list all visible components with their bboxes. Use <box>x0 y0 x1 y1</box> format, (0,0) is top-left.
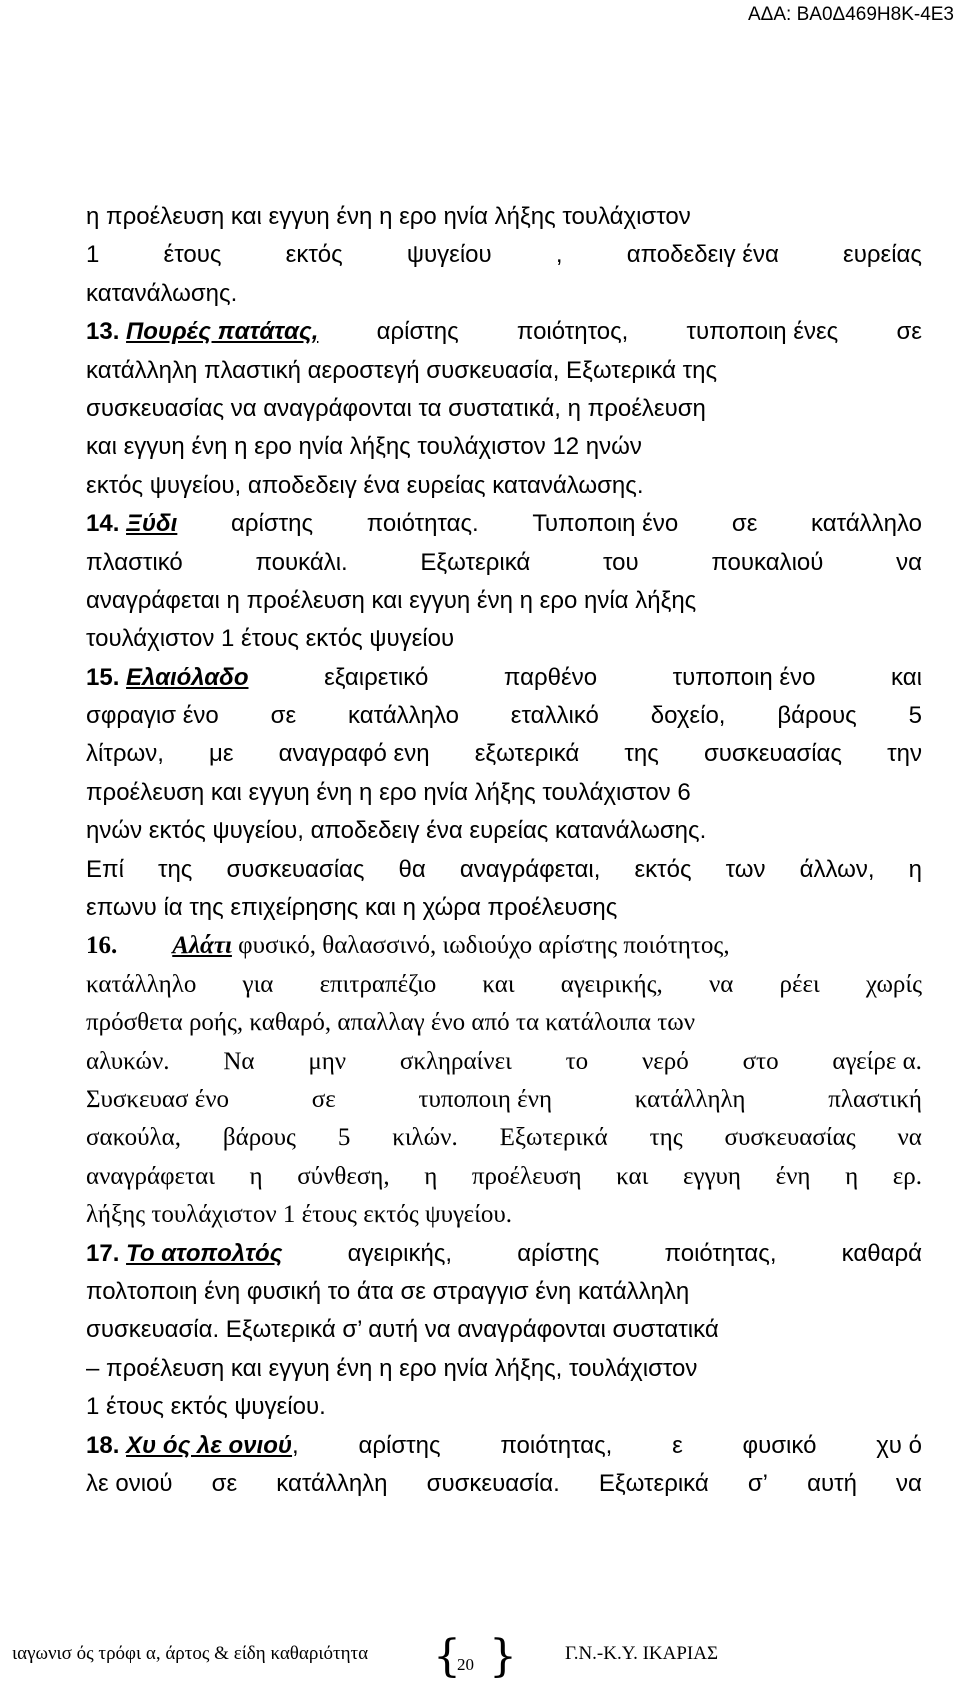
text-line: κατάλληλη πλαστική αεροστεγή συσκευασία, Εξωτερικά της <box>86 356 718 384</box>
word: , <box>555 241 563 269</box>
text-line: αναγράφεται η προέλευση και εγγυη ένη η ερο ηνία λήξης <box>86 586 697 614</box>
word: σακούλα, <box>86 1124 181 1152</box>
word: θα <box>398 855 426 883</box>
word: ε <box>672 1431 683 1459</box>
text-line: προέλευση και εγγυη ένη η ερο ηνία λήξης τουλάχιστον 6 <box>86 778 691 806</box>
left-brace-icon: { <box>433 1631 461 1682</box>
footer-organization: Γ.Ν.-Κ.Υ. ΙΚΑΡΙΑΣ <box>565 1643 719 1664</box>
item-text: φυσικό, θαλασσινό, ιωδιούχο αρίστης ποιότητος, <box>238 932 730 960</box>
word: σύνθεση, <box>297 1162 390 1190</box>
word: κατάλληλη <box>634 1085 746 1113</box>
text-line <box>86 1427 922 1465</box>
word: αγειρικής, <box>347 1239 453 1267</box>
item-title: Ξύδι <box>126 510 178 538</box>
word: βάρους <box>777 702 857 730</box>
text-line <box>86 1119 922 1157</box>
word: εκτός <box>285 241 343 269</box>
word: κατάλληλη <box>276 1469 388 1497</box>
text-line <box>86 735 922 773</box>
word: πλαστική <box>828 1085 922 1113</box>
word: βάρους <box>222 1124 296 1152</box>
word: ερ. <box>892 1162 922 1190</box>
text-line <box>86 1081 922 1119</box>
word: αποδεδειγ ένα <box>626 241 779 269</box>
word: άλλων, <box>799 855 875 883</box>
word: κιλών. <box>392 1124 458 1152</box>
word: εκτός <box>634 855 692 883</box>
word: ευρείας <box>843 241 922 269</box>
word: πουκαλιού <box>711 548 824 576</box>
item-heading <box>86 313 318 351</box>
word: αναγράφεται <box>86 1162 215 1190</box>
word: ποιότητας, <box>500 1431 613 1459</box>
text-line: εκτός ψυγείου, αποδεδειγ ένα ευρείας κατανάλωσης. <box>86 471 644 499</box>
word: δοχείο, <box>650 702 726 730</box>
word: μην <box>308 1047 347 1075</box>
text-line <box>86 1158 922 1196</box>
word: σ’ <box>747 1469 769 1497</box>
word: εγγυη <box>682 1162 741 1190</box>
punctuation: , <box>292 1431 299 1459</box>
word: εξωτερικά <box>474 740 580 768</box>
word: πουκάλι. <box>255 548 348 576</box>
word: αγειρικής, <box>560 970 663 998</box>
word: σε <box>311 1085 336 1113</box>
item-heading <box>86 932 232 959</box>
word: έτους <box>163 241 222 269</box>
word: ποιότητος, <box>516 318 629 346</box>
word: 5 <box>908 702 922 730</box>
word: η <box>424 1162 438 1190</box>
item-title: Αλάτι <box>172 932 232 960</box>
word: κατάλληλο <box>811 510 922 538</box>
word: της <box>649 1124 683 1152</box>
word: τυποποιη ένη <box>418 1085 553 1113</box>
item-number: 18. <box>86 1431 120 1459</box>
item-heading <box>86 1427 299 1465</box>
word: φυσικό <box>742 1431 817 1459</box>
word: εξαιρετικό <box>324 663 429 691</box>
word: παρθένο <box>503 663 598 691</box>
word: και <box>616 1162 649 1190</box>
word: 1 <box>86 241 100 269</box>
word: της <box>624 740 659 768</box>
item-number: 14. <box>86 510 120 538</box>
word: και <box>482 970 515 998</box>
item-number: 13. <box>86 318 120 346</box>
word: σε <box>896 318 922 346</box>
word: ποιότητας, <box>664 1239 777 1267</box>
item-heading <box>86 1235 282 1273</box>
word: χυ ό <box>876 1431 922 1459</box>
word: αρίστης <box>230 510 314 538</box>
word: Τυποποιη ένο <box>532 510 679 538</box>
item-number: 17. <box>86 1239 120 1267</box>
word: αναγράφεται, <box>459 855 601 883</box>
text-line <box>86 236 922 274</box>
text-line <box>86 1235 922 1273</box>
item-heading <box>86 659 248 697</box>
item-title: Το ατοπολτός <box>126 1239 283 1267</box>
word: κατάλληλο <box>348 702 459 730</box>
text-line: η προέλευση και εγγυη ένη η ερο ηνία λήξης τουλάχιστον <box>86 203 691 230</box>
word: ψυγείου <box>406 241 492 269</box>
word: η <box>845 1162 859 1190</box>
word: καθαρά <box>841 1239 922 1267</box>
word: αρίστης <box>517 1239 600 1267</box>
word: πλαστικό <box>86 548 183 576</box>
item-number: 16. <box>86 932 118 960</box>
word: χωρίς <box>865 970 922 998</box>
word: την <box>887 740 922 768</box>
text-line <box>86 544 922 582</box>
text-line: και εγγυη ένη η ερο ηνία λήξης τουλάχιστον 12 ηνών <box>86 433 642 461</box>
text-line: τουλάχιστον 1 έτους εκτός ψυγείου <box>86 625 455 653</box>
text-line <box>86 851 922 889</box>
word: κατάλληλο <box>86 970 197 998</box>
word: σκληραίνει <box>399 1047 512 1075</box>
word: Εξωτερικά <box>598 1469 709 1497</box>
word: συσκευασία. <box>426 1469 560 1497</box>
word: αγείρε α. <box>832 1047 922 1075</box>
word: Συσκευασ ένο <box>86 1085 230 1113</box>
word: συσκευασίας <box>703 740 842 768</box>
word: αρίστης <box>376 318 459 346</box>
text-line <box>86 927 922 965</box>
text-line <box>86 659 922 697</box>
text-line: συσκευασίας να αναγράφονται τα συστατικά, η προέλευση <box>86 394 706 422</box>
text-line <box>86 1043 922 1081</box>
word: η <box>249 1162 263 1190</box>
right-brace-icon: } <box>489 1631 517 1682</box>
text-line <box>86 966 922 1004</box>
word: η <box>908 855 922 883</box>
footer-page-box <box>433 1631 523 1682</box>
text-line <box>86 313 922 351</box>
page-footer <box>0 1631 960 1682</box>
word: νερό <box>641 1047 689 1075</box>
word: εταλλικό <box>510 702 599 730</box>
word: αναγραφό ενη <box>278 740 430 768</box>
word: Εξωτερικά <box>499 1124 608 1152</box>
document-ada-code: ΑΔΑ: ΒΑ0Δ469Η8Κ-4Ε3 <box>748 4 954 25</box>
footer-tender-title: ιαγωνισ ός τρόφι α, άρτος & είδη καθαριότητα <box>12 1643 369 1664</box>
item-title: Χυ ός λε ονιού <box>126 1431 293 1459</box>
document-body <box>86 198 922 1503</box>
word: το <box>565 1047 589 1075</box>
text-line: 1 έτους εκτός ψυγείου. <box>86 1393 326 1421</box>
word: τυποποιη ένες <box>686 318 839 346</box>
text-line <box>86 697 922 735</box>
word: ποιότητας. <box>366 510 479 538</box>
word: Εξωτερικά <box>420 548 531 576</box>
word: συσκευασίας <box>724 1124 856 1152</box>
word: ρέει <box>779 970 820 998</box>
text-line <box>86 1465 922 1503</box>
word: να <box>896 548 922 576</box>
page-number: 20 <box>457 1655 474 1674</box>
word: 5 <box>337 1124 351 1152</box>
word: σε <box>731 510 758 538</box>
word: να <box>896 1469 922 1497</box>
word: επιτραπέζιο <box>319 970 437 998</box>
item-title: Ελαιόλαδο <box>126 663 249 691</box>
text-line: πρόσθετα ροής, καθαρό, απαλλαγ ένο από τα κατάλοιπα των <box>86 1009 696 1037</box>
word: με <box>209 740 234 768</box>
item-heading <box>86 505 177 543</box>
word: αυτή <box>807 1469 857 1497</box>
text-line: – προέλευση και εγγυη ένη η ερο ηνία λήξης, τουλάχιστον <box>86 1354 698 1382</box>
word: να <box>708 970 734 998</box>
word: σφραγισ ένο <box>86 702 219 730</box>
word: στο <box>742 1047 779 1075</box>
word: για <box>242 970 274 998</box>
item-number: 15. <box>86 663 120 691</box>
text-line <box>86 505 922 543</box>
word: Να <box>223 1047 255 1075</box>
word: των <box>725 855 766 883</box>
word: σε <box>211 1469 238 1497</box>
word: της <box>157 855 193 883</box>
word: Επί <box>86 855 124 883</box>
word: προέλευση <box>471 1162 582 1190</box>
word: συσκευασίας <box>226 855 365 883</box>
word: αρίστης <box>358 1431 441 1459</box>
text-line: πολτοποιη ένη φυσική το άτα σε στραγγισ ένη κατάλληλη <box>86 1277 690 1305</box>
word: αλυκών. <box>86 1047 170 1075</box>
text-line: επωνυ ία της επιχείρησης και η χώρα προέλευσης <box>86 894 618 922</box>
word: λίτρων, <box>86 740 164 768</box>
word: τυποποιη ένο <box>672 663 816 691</box>
word: σε <box>270 702 297 730</box>
text-line: κατανάλωσης. <box>86 279 238 307</box>
text-line: ηνών εκτός ψυγείου, αποδεδειγ ένα ευρείας κατανάλωσης. <box>86 817 707 845</box>
text-line: συσκευασία. Εξωτερικά σ’ αυτή να αναγράφονται συστατικά <box>86 1316 719 1344</box>
word: ένη <box>775 1162 811 1190</box>
word: να <box>897 1124 922 1152</box>
text-line: λήξης τουλάχιστον 1 έτους εκτός ψυγείου. <box>86 1201 513 1229</box>
word: και <box>891 663 922 691</box>
word: λε ονιού <box>86 1469 173 1497</box>
item-title: Πουρές πατάτας, <box>126 318 319 346</box>
word: του <box>603 548 639 576</box>
